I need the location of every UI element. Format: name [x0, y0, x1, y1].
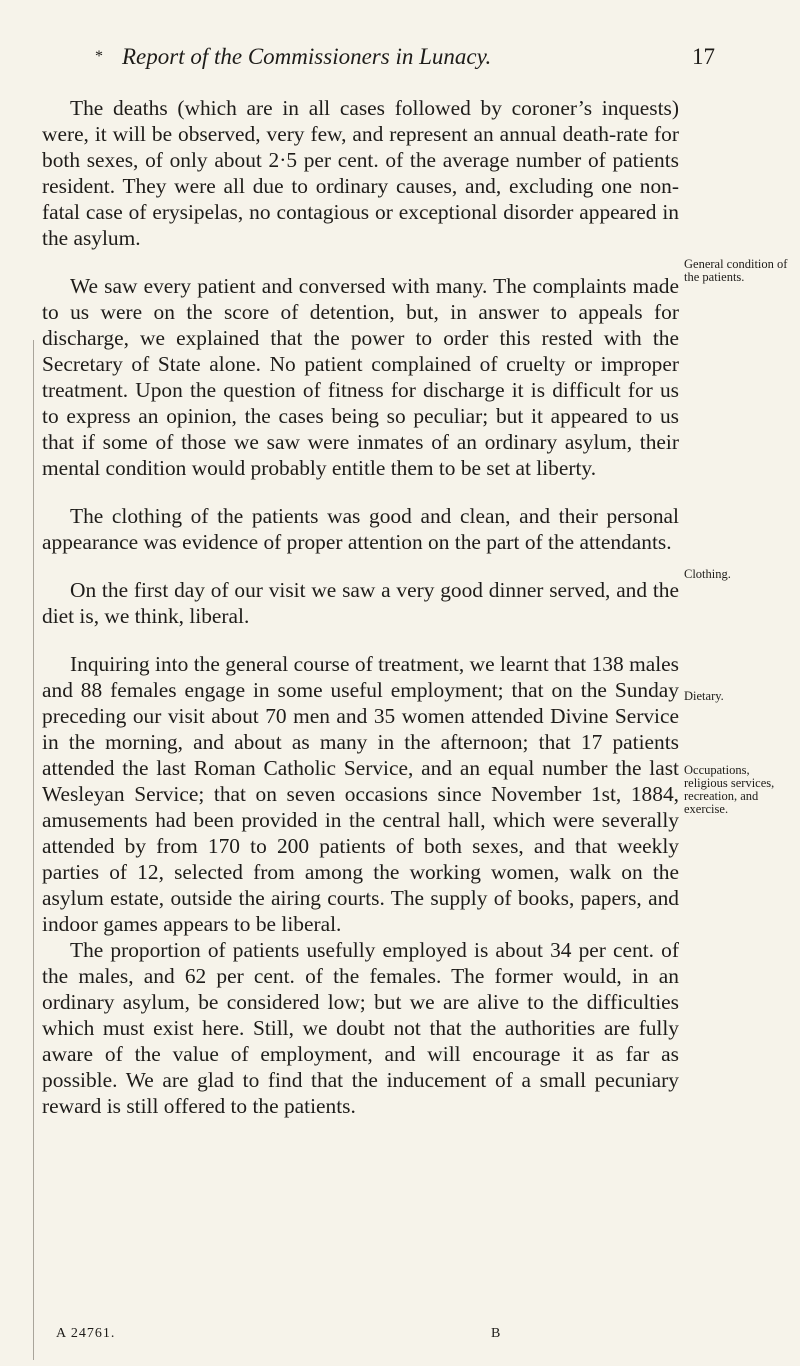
- binding-edge-line: [33, 340, 34, 1360]
- running-header: [0, 44, 800, 78]
- paragraph-deaths: The deaths (which are in all cases followed by coroner’s inquests) were, it will be observed, very few, and represent an annual death-rate for both sexes, of only about 2·5 per cent. of the average number of patients resident. They were all due to ordinary causes, and, excluding one non-fatal case of erysipelas, no contagious or exceptional disorder appeared in the asylum.: [42, 96, 679, 250]
- sidenote-occupations: Occupations, religious services, recreation, and exercise.: [684, 763, 775, 816]
- header-asterisk: *: [95, 48, 103, 65]
- paragraph-dietary: On the first day of our visit we saw a very good dinner served, and the diet is, we think, liberal.: [42, 578, 679, 628]
- paragraph-employment-proportion: The proportion of patients usefully employed is about 34 per cent. of the males, and 62 per cent. of the females. The former would, in an ordinary asylum, be considered low; but we are alive to the difficulties which must exist here. Still, we doubt not that the authorities are fully aware of the value of employment, and will encourage it as far as possible. We are glad to find that the inducement of a small pecuniary reward is still offered to the patients.: [42, 938, 679, 1118]
- paragraph-clothing: The clothing of the patients was good and clean, and their personal appearance was evidence of proper attention on the part of the attendants.: [42, 504, 679, 554]
- sidenote-general-condition: General condition of the patients.: [684, 257, 788, 284]
- body-text: [42, 95, 679, 1119]
- sheet-letter: B: [491, 1326, 501, 1341]
- sidenote-clothing: Clothing.: [684, 567, 731, 581]
- header-title: Report of the Commissioners in Lunacy.: [122, 44, 492, 69]
- sidenote-dietary: Dietary.: [684, 689, 724, 703]
- printer-signature: A 24761.: [56, 1326, 116, 1341]
- paragraph-occupations: Inquiring into the general course of treatment, we learnt that 138 males and 88 females engage in some useful employment; that on the Sunday preceding our visit about 70 men and 35 women attended Divine Service in the morning, and about as many in the afternoon; that 17 patients attended the last Roman Catholic Service, and an equal number the last Wesleyan Service; that on seven occasions since November 1st, 1884, amusements had been provided in the central hall, which were severally attended by from 170 to 200 patients of both sexes, and that weekly parties of 12, selected from among the working women, walk on the asylum estate, outside the airing courts. The supply of books, papers, and indoor games appears to be liberal.: [42, 652, 679, 936]
- page-footer: [0, 1326, 800, 1348]
- paragraph-general-condition: We saw every patient and conversed with many. The complaints made to us were on the score of detention, but, in answer to appeals for discharge, we explained that the power to order this rested with the Secretary of State alone. No patient complained of cruelty or improper treatment. Upon the question of fitness for discharge it is difficult for us to express an opinion, the cases being so peculiar; but it appeared to us that if some of those we saw were inmates of an ordinary asylum, their mental condition would probably entitle them to be set at liberty.: [42, 274, 679, 480]
- page-number: 17: [692, 44, 715, 69]
